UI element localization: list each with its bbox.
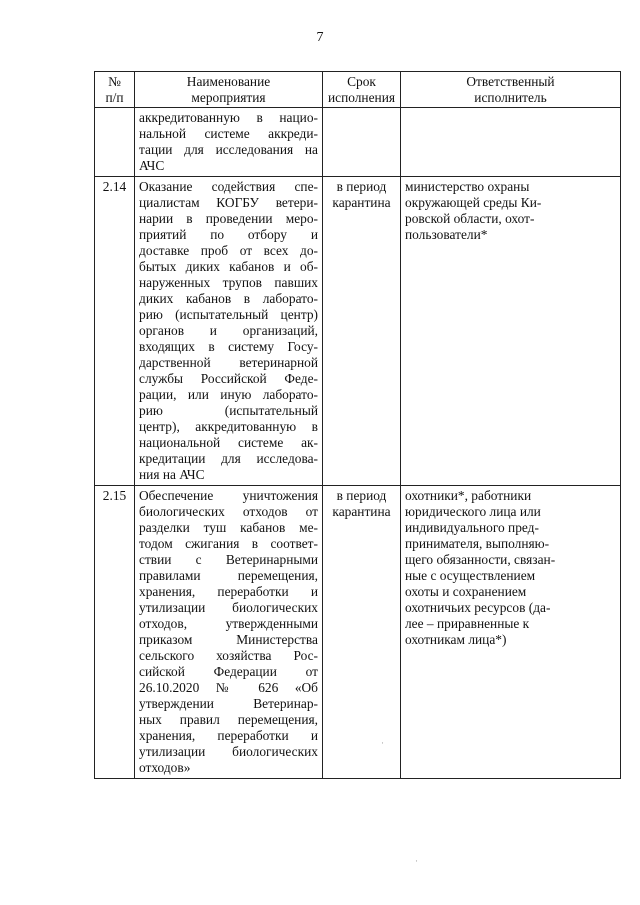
events-table: [94, 71, 621, 779]
event-name-line: утилизации биологических: [139, 600, 318, 615]
table-body: [95, 108, 621, 779]
event-responsible-line: юридического лица или: [405, 504, 541, 519]
event-responsible-line: ные с осуществлением: [405, 568, 536, 583]
header-resp-line: Ответственный: [466, 74, 555, 89]
header-resp: [401, 72, 621, 108]
event-responsible-line: охотникам лица*): [405, 632, 507, 647]
event-name-line: службы Российской Феде-: [139, 371, 318, 386]
header-num: [95, 72, 135, 108]
event-name-line: приказом Министерства: [139, 632, 318, 647]
event-name-line: хранения, переработки и: [139, 728, 318, 743]
event-name-line: правилами перемещения,: [139, 568, 318, 583]
event-responsible-line: пользователи*: [405, 227, 488, 242]
header-term-line: Срок: [347, 74, 376, 89]
event-responsible: [401, 177, 621, 486]
event-name-line: бытых диких кабанов и об-: [139, 259, 318, 274]
event-name-line: утилизации биологических: [139, 744, 318, 759]
event-name-line: центр), аккредитованную в: [139, 419, 318, 434]
event-name-line: разделки туш кабанов ме-: [139, 520, 318, 535]
event-name-line: ния на АЧС: [139, 467, 205, 482]
event-term: [323, 108, 401, 177]
event-responsible-line: окружающей среды Ки-: [405, 195, 542, 210]
row-number: 2.15: [95, 486, 135, 779]
event-responsible-line: щего обязанности, связан-: [405, 552, 556, 567]
header-term: [323, 72, 401, 108]
event-name-line: дарственной ветеринарной: [139, 355, 318, 370]
event-name-line: сельского хозяйства Рос-: [139, 648, 318, 663]
event-responsible-line: индивидуального пред-: [405, 520, 539, 535]
table-row: [95, 177, 621, 486]
event-name-line: органов и организаций,: [139, 323, 318, 338]
event-name: [135, 108, 323, 177]
table-header-row: [95, 72, 621, 108]
page-number: 7: [316, 30, 324, 45]
event-name-line: ствии с Ветеринарными: [139, 552, 318, 567]
event-name-line: доставке проб от всех до-: [139, 243, 318, 258]
header-num-line: №: [108, 74, 121, 89]
event-term-line: карантина: [332, 195, 391, 210]
event-name-line: аккредитованную в нацио-: [139, 110, 318, 125]
event-responsible-line: ровской области, охот-: [405, 211, 535, 226]
event-name-line: рию (испытательный центр): [139, 307, 318, 322]
event-name-line: циалистам КОГБУ ветери-: [139, 195, 318, 210]
table-row: [95, 108, 621, 177]
event-name-line: ных правил перемещения,: [139, 712, 318, 727]
event-term: [323, 486, 401, 779]
table-row: [95, 486, 621, 779]
event-responsible-line: министерство охраны: [405, 179, 530, 194]
event-term-line: карантина: [332, 504, 391, 519]
header-name-line: мероприятия: [191, 90, 266, 105]
event-responsible-line: охоты и сохранением: [405, 584, 527, 599]
event-responsible-line: принимателя, выполняю-: [405, 536, 550, 551]
event-responsible: [401, 486, 621, 779]
event-responsible: [401, 108, 621, 177]
event-name-line: входящих в систему Госу-: [139, 339, 318, 354]
event-name-line: отходов, утвержденными: [139, 616, 318, 631]
event-name-line: отходов»: [139, 760, 191, 775]
event-name-line: приятий по отбору и: [139, 227, 318, 242]
event-name-line: рию (испытательный: [139, 403, 318, 418]
event-name-line: биологических отходов от: [139, 504, 318, 519]
event-term-line: в период: [336, 179, 387, 194]
event-term-line: в период: [336, 488, 387, 503]
event-responsible-line: лее – приравненные к: [405, 616, 530, 631]
event-responsible-line: охотники*, работники: [405, 488, 532, 503]
event-term: [323, 177, 401, 486]
event-name-line: национальной системе ак-: [139, 435, 318, 450]
event-name-line: нальной системе аккреди-: [139, 126, 318, 141]
event-name-line: 26.10.2020 № 626 «Об: [139, 680, 318, 695]
scan-speck: ·: [381, 738, 384, 748]
event-name-line: наруженных трупов павших: [139, 275, 318, 290]
scan-speck: ·: [415, 856, 418, 866]
header-num-line: п/п: [105, 90, 124, 105]
header-name: [135, 72, 323, 108]
event-name: [135, 486, 323, 779]
event-name-line: хранения, переработки и: [139, 584, 318, 599]
event-name-line: рации, или иную лаборато-: [139, 387, 318, 402]
header-term-line: исполнения: [327, 90, 396, 105]
event-name-line: тации для исследования на: [139, 142, 318, 157]
row-number: [95, 108, 135, 177]
row-number: 2.14: [95, 177, 135, 486]
header-resp-line: исполнитель: [474, 90, 547, 105]
event-name-line: нарии в проведении меро-: [139, 211, 318, 226]
event-name-line: утверждении Ветеринар-: [139, 696, 318, 711]
header-name-line: Наименование: [186, 74, 271, 89]
event-name-line: сийской Федерации от: [139, 664, 318, 679]
event-name-line: диких кабанов в лаборато-: [139, 291, 318, 306]
event-name-line: тодом сжигания в соответ-: [139, 536, 318, 551]
event-name-line: Обеспечение уничтожения: [139, 488, 318, 503]
event-name-line: кредитации для исследова-: [139, 451, 318, 466]
event-responsible-line: охотничьих ресурсов (да-: [405, 600, 551, 615]
event-name-line: Оказание содействия спе-: [139, 179, 318, 194]
event-name-line: АЧС: [139, 158, 165, 173]
event-name: [135, 177, 323, 486]
